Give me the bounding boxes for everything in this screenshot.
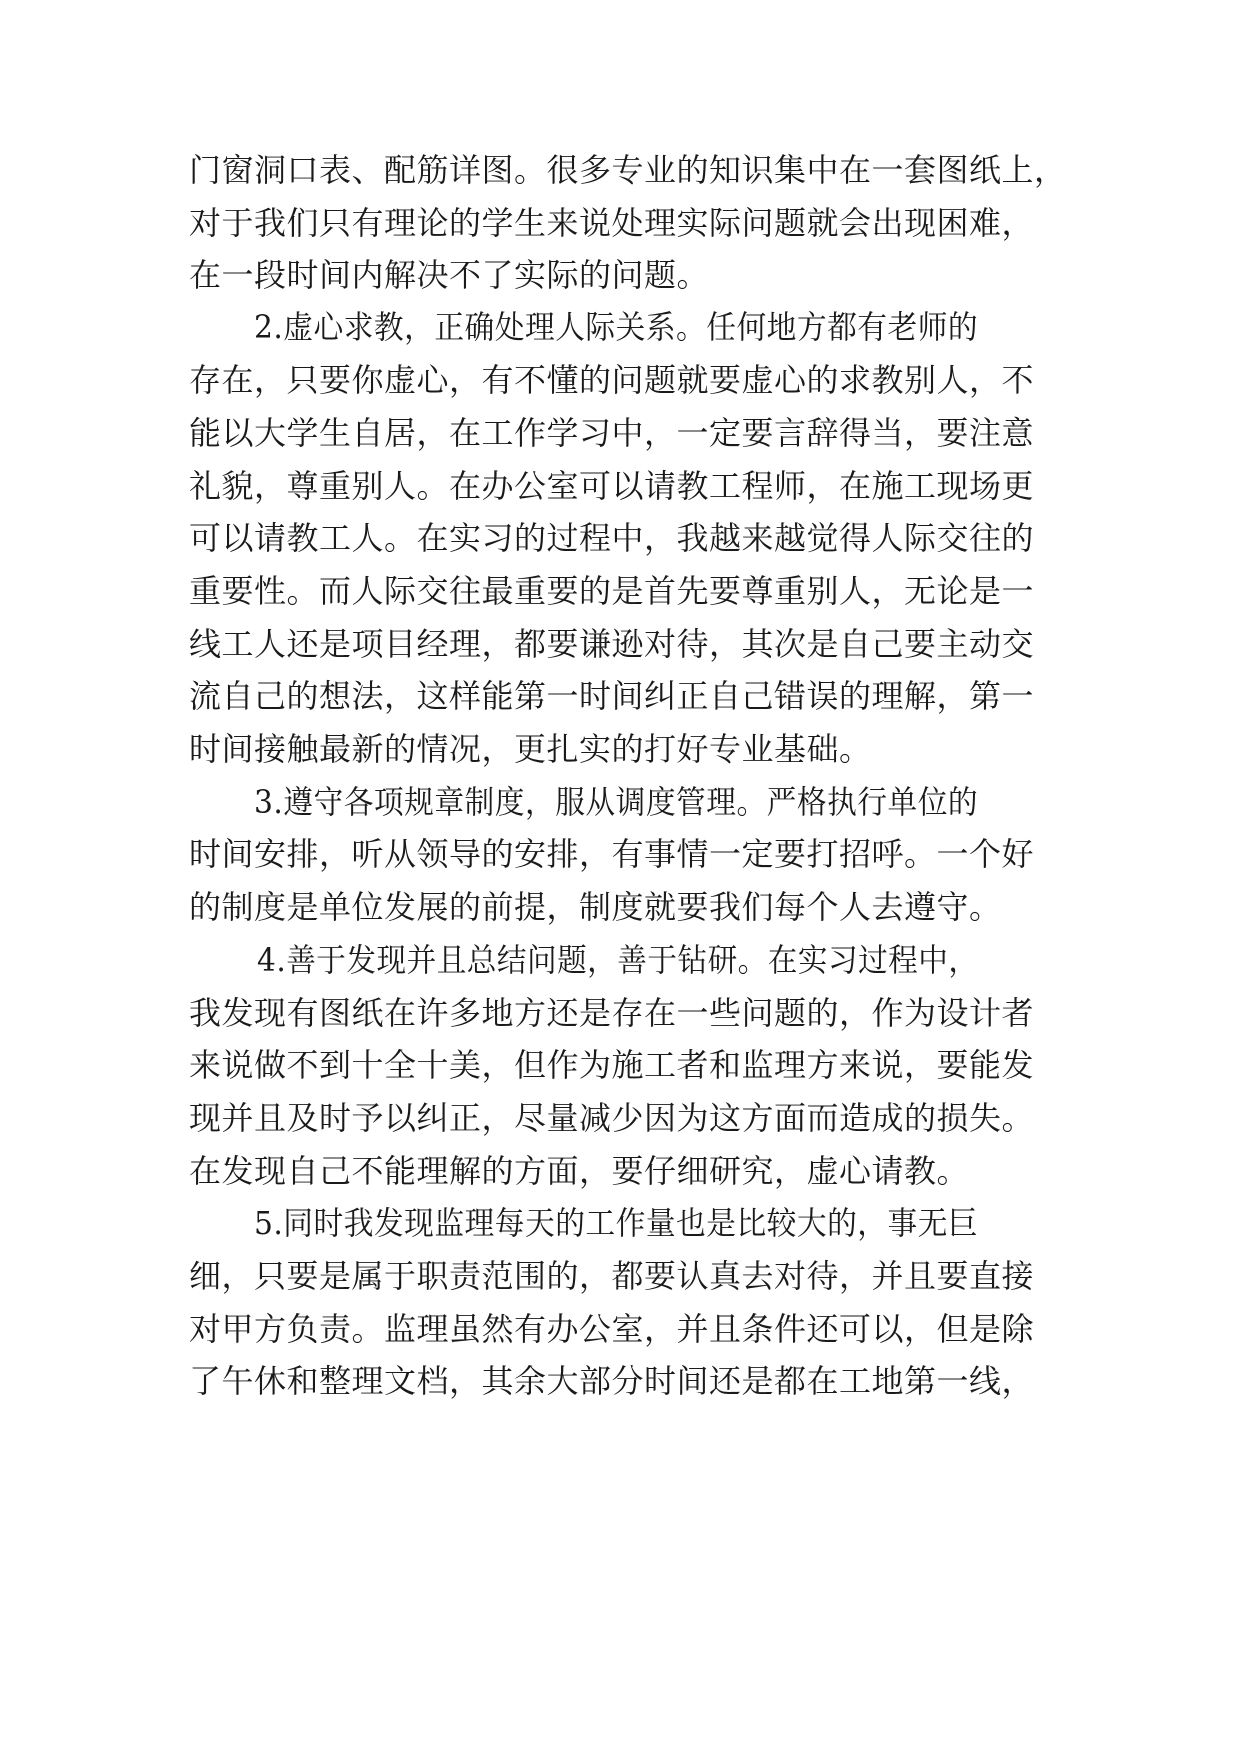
text-line: 了午休和整理文档，其余大部分时间还是都在工地第一线，	[189, 1362, 1035, 1400]
text-line: 在发现自己不能理解的方面，要仔细研究，虚心请教。	[189, 1152, 970, 1190]
text-line: 细，只要是属于职责范围的，都要认真去对待，并且要直接	[189, 1257, 1035, 1295]
text-line: 可以请教工人。在实习的过程中，我越来越觉得人际交往的	[189, 519, 1035, 557]
text-line: 重要性。而人际交往最重要的是首先要尊重别人，无论是一	[189, 572, 1035, 610]
text-line: 在一段时间内解决不了实际的问题。	[189, 256, 710, 294]
text-line: 能以大学生自居，在工作学习中，一定要言辞得当，要注意	[189, 414, 1035, 452]
text-line: 对甲方负责。监理虽然有办公室，并且条件还可以，但是除	[189, 1310, 1035, 1348]
paragraph-2-first-line: 2.虚心求教，正确处理人际关系。任何地方都有老师的	[254, 308, 979, 346]
text-line: 门窗洞口表、配筋详图。很多专业的知识集中在一套图纸上，	[189, 151, 1067, 189]
paragraph-5-first-line: 5.同时我发现监理每天的工作量也是比较大的，事无巨	[254, 1204, 979, 1242]
text-line: 礼貌，尊重别人。在办公室可以请教工程师，在施工现场更	[189, 467, 1035, 505]
text-line: 线工人还是项目经理，都要谦逊对待，其次是自己要主动交	[189, 625, 1035, 663]
text-line: 对于我们只有理论的学生来说处理实际问题就会出现困难，	[189, 204, 1035, 242]
text-line: 流自己的想法，这样能第一时间纠正自己错误的理解，第一	[189, 677, 1035, 715]
text-line: 的制度是单位发展的前提，制度就要我们每个人去遵守。	[189, 888, 1002, 926]
text-line: 我发现有图纸在许多地方还是存在一些问题的，作为设计者	[189, 994, 1035, 1032]
paragraph-4-first-line: 4.善于发现并且总结问题，善于钻研。在实习过程中，	[257, 941, 979, 979]
text-line: 时间安排，听从领导的安排，有事情一定要打招呼。一个好	[189, 835, 1035, 873]
text-line: 存在，只要你虚心，有不懂的问题就要虚心的求教别人，不	[189, 361, 1035, 399]
paragraph-3-first-line: 3.遵守各项规章制度，服从调度管理。严格执行单位的	[254, 783, 979, 821]
text-line: 来说做不到十全十美，但作为施工者和监理方来说，要能发	[189, 1046, 1035, 1084]
text-line: 现并且及时予以纠正，尽量减少因为这方面而造成的损失。	[189, 1099, 1035, 1137]
text-line: 时间接触最新的情况，更扎实的打好专业基础。	[189, 730, 872, 768]
